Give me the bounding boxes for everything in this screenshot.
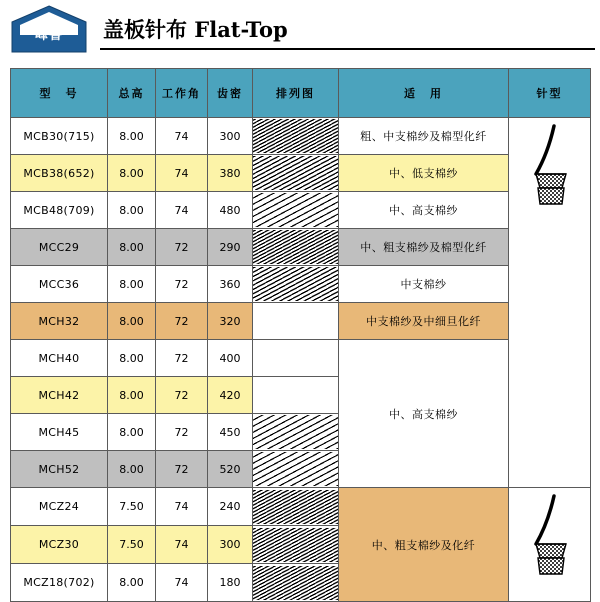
cell-work-angle: 72 [156,377,208,414]
cell-pattern [253,155,339,192]
cell-tooth-density: 300 [208,526,253,564]
cell-model: MCH40 [11,340,108,377]
cell-pattern [253,118,339,155]
cell-model: MCC36 [11,266,108,303]
cell-use: 中、高支棉纱 [339,192,509,229]
cell-total-height: 8.00 [108,564,156,602]
cell-tooth-density: 240 [208,488,253,526]
company-logo [10,4,88,54]
cell-model: MCH52 [11,451,108,488]
cell-pattern [253,414,339,451]
cell-model: MCB30(715) [11,118,108,155]
pattern-blank [253,377,338,413]
cell-model: MCZ24 [11,488,108,526]
pattern-blank [253,303,338,339]
cell-tooth-density: 380 [208,155,253,192]
needle-profile-icon [509,488,591,602]
cell-use: 中支棉纱 [339,266,509,303]
cell-pattern [253,340,339,377]
cell-model: MCZ18(702) [11,564,108,602]
table-row [11,303,591,340]
col-header-needle: 针型 [509,69,591,118]
cell-work-angle: 74 [156,155,208,192]
cell-total-height: 8.00 [108,414,156,451]
cell-work-angle: 72 [156,229,208,266]
cell-pattern [253,377,339,414]
cell-tooth-density: 400 [208,340,253,377]
cell-total-height: 8.00 [108,266,156,303]
needle-illustration [509,118,590,487]
cell-pattern [253,266,339,303]
cell-work-angle: 72 [156,266,208,303]
cell-model: MCH32 [11,303,108,340]
col-header-total-height: 总高 [108,69,156,118]
table-row [11,488,591,526]
cell-total-height: 8.00 [108,377,156,414]
cell-work-angle: 74 [156,564,208,602]
pattern-hatch-sparse [253,193,338,227]
cell-tooth-density: 320 [208,303,253,340]
page-header [0,0,600,58]
cell-pattern [253,192,339,229]
cell-pattern [253,451,339,488]
col-header-pattern: 排列图 [253,69,339,118]
table-row [11,229,591,266]
cell-model: MCH45 [11,414,108,451]
cell-total-height: 8.00 [108,340,156,377]
table-row [11,155,591,192]
cell-pattern [253,526,339,564]
cell-use: 中、粗支棉纱及棉型化纤 [339,229,509,266]
cell-work-angle: 74 [156,192,208,229]
pattern-hatch-dense [253,490,338,524]
cell-tooth-density: 360 [208,266,253,303]
cell-total-height: 8.00 [108,229,156,266]
cell-total-height: 8.00 [108,192,156,229]
table-body [11,118,591,602]
pattern-hatch-sparse [253,415,338,449]
col-header-use: 适 用 [339,69,509,118]
logo-text: 峰鲁 [34,28,63,43]
pattern-blank [253,340,338,376]
spec-table-wrapper [10,68,590,602]
cell-pattern [253,488,339,526]
cell-model: MCZ30 [11,526,108,564]
cell-work-angle: 72 [156,303,208,340]
cell-total-height: 8.00 [108,303,156,340]
page-title: 盖板针布 Flat-Top [103,17,288,42]
col-header-tooth-density: 齿密 [208,69,253,118]
cell-work-angle: 72 [156,451,208,488]
cell-use: 中支棉纱及中细旦化纤 [339,303,509,340]
table-header-row [11,69,591,118]
needle-illustration [509,488,590,601]
cell-work-angle: 74 [156,526,208,564]
pattern-hatch-sparse [253,452,338,486]
cell-tooth-density: 480 [208,192,253,229]
cell-pattern [253,229,339,266]
cell-tooth-density: 450 [208,414,253,451]
cell-use: 中、粗支棉纱及化纤 [339,488,509,602]
cell-tooth-density: 420 [208,377,253,414]
cell-model: MCB38(652) [11,155,108,192]
cell-model: MCB48(709) [11,192,108,229]
cell-model: MCH42 [11,377,108,414]
title-divider [100,48,595,50]
table-row [11,266,591,303]
cell-work-angle: 74 [156,488,208,526]
cell-model: MCC29 [11,229,108,266]
cell-total-height: 7.50 [108,488,156,526]
cell-total-height: 8.00 [108,451,156,488]
cell-work-angle: 72 [156,340,208,377]
cell-tooth-density: 520 [208,451,253,488]
cell-total-height: 8.00 [108,118,156,155]
cell-work-angle: 72 [156,414,208,451]
pattern-hatch-dense [253,119,338,153]
cell-tooth-density: 180 [208,564,253,602]
table-row [11,340,591,377]
cell-total-height: 7.50 [108,526,156,564]
cell-pattern [253,564,339,602]
cell-tooth-density: 300 [208,118,253,155]
cell-total-height: 8.00 [108,155,156,192]
col-header-model: 型 号 [11,69,108,118]
table-row [11,118,591,155]
cell-use: 中、低支棉纱 [339,155,509,192]
cell-work-angle: 74 [156,118,208,155]
pattern-hatch-dense [253,528,338,562]
needle-profile-icon [509,118,591,488]
spec-table [10,68,591,602]
cell-use: 粗、中支棉纱及棉型化纤 [339,118,509,155]
pattern-hatch-med [253,267,338,301]
cell-use: 中、高支棉纱 [339,340,509,488]
col-header-work-angle: 工作角 [156,69,208,118]
cell-tooth-density: 290 [208,229,253,266]
pattern-hatch-med [253,156,338,190]
pattern-hatch-dense [253,566,338,600]
table-row [11,192,591,229]
pattern-hatch-dense [253,230,338,264]
cell-pattern [253,303,339,340]
